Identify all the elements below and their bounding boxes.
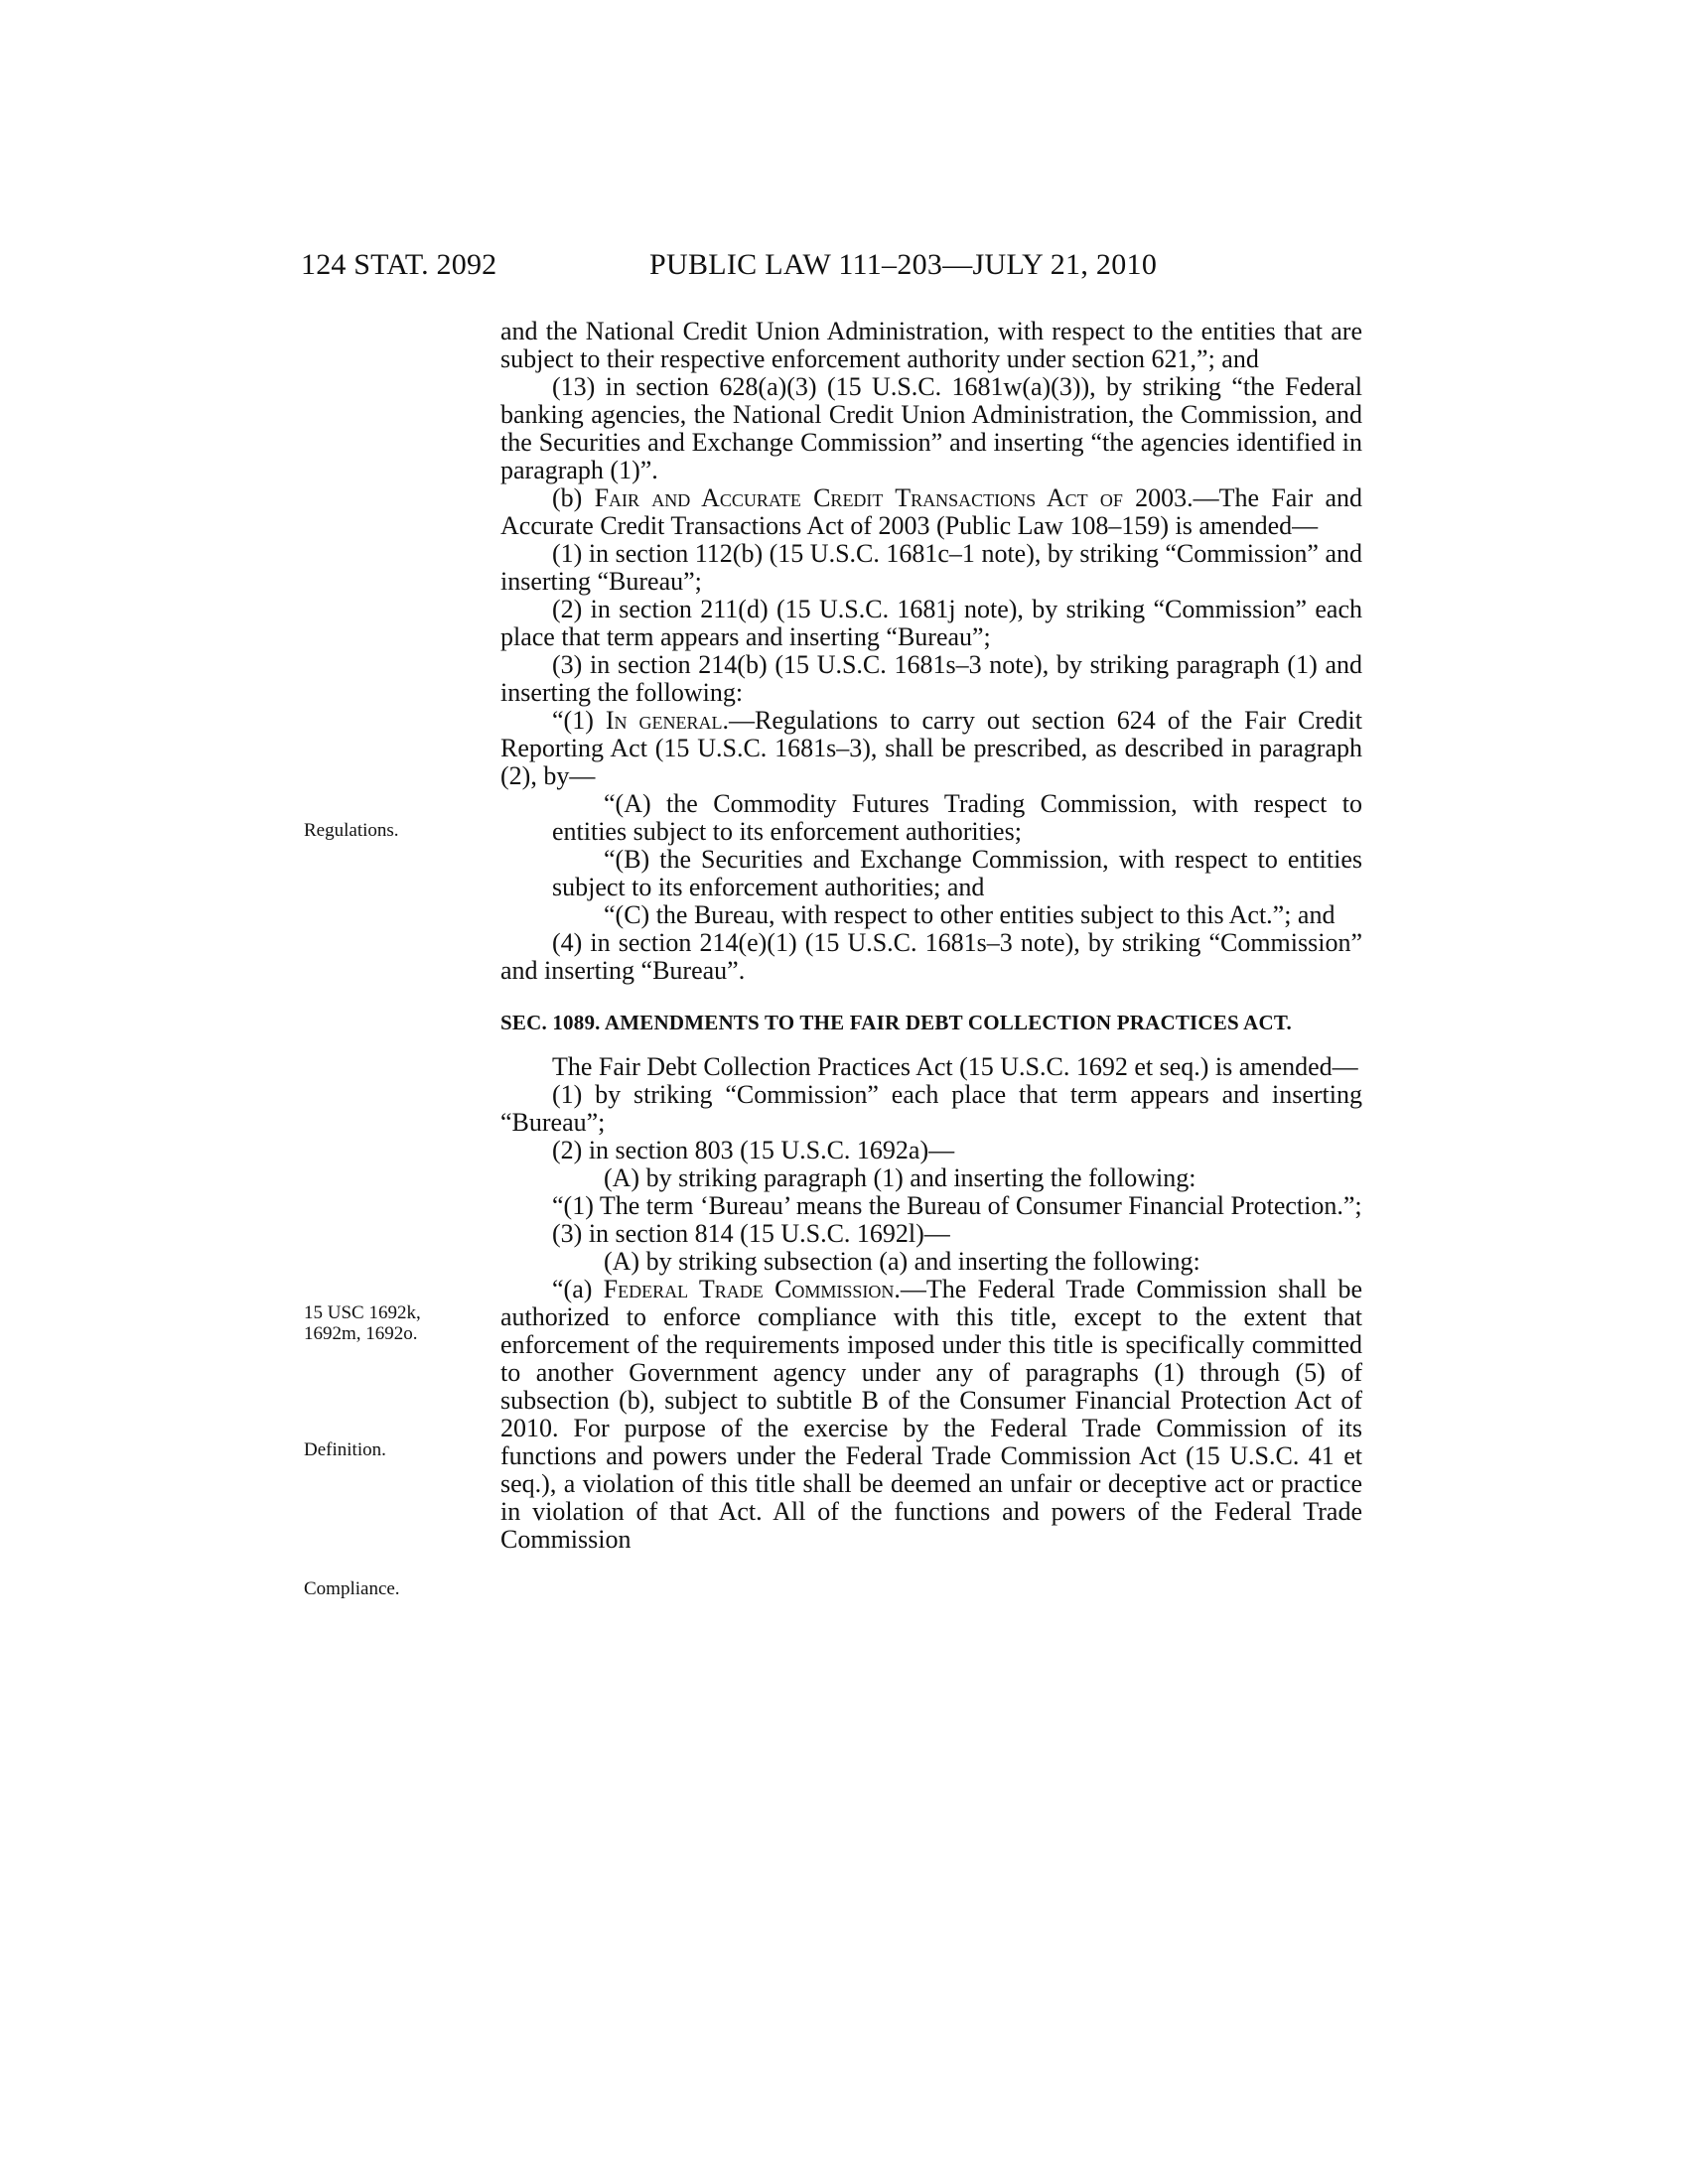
margin-note-compliance: Compliance.: [304, 1578, 400, 1599]
paragraph-12: The Fair Debt Collection Practices Act (15 U.S.C. 1692 et seq.) is amended—: [552, 1052, 1358, 1081]
margin-note-regulations: Regulations.: [304, 820, 399, 841]
paragraph-15: (A) by striking paragraph (1) and inserting the following:: [604, 1163, 1196, 1192]
paragraph-18: (A) by striking subsection (a) and inserting the following:: [604, 1247, 1200, 1276]
margin-note-usc-line2: 1692m, 1692o.: [304, 1323, 418, 1344]
paragraph-19: [500, 1276, 1362, 1554]
paragraph-7-lead: “(1): [552, 706, 606, 735]
margin-note-usc-line1: 15 USC 1692k,: [304, 1302, 421, 1323]
paragraph-4: (1) in section 112(b) (15 U.S.C. 1681c–1 note), by striking “Commission” and inserting “Bureau”;: [500, 539, 1362, 596]
section-heading: SEC. 1089. AMENDMENTS TO THE FAIR DEBT COLLECTION PRACTICES ACT.: [500, 1011, 1292, 1034]
paragraph-8: “(A) the Commodity Futures Trading Commission, with respect to entities subject to its enforcement authorities;: [552, 789, 1362, 846]
margin-note-definition: Definition.: [304, 1439, 386, 1460]
public-law-title: PUBLIC LAW 111–203—JULY 21, 2010: [649, 248, 1158, 281]
paragraph-3-heading: Fair and Accurate Credit Transactions Act of 2003.: [594, 483, 1194, 512]
paragraph-7: [500, 707, 1362, 790]
paragraph-3-lead: (b): [552, 483, 595, 512]
paragraph-3-text: —The Fair and Accurate Credit Transactions Act of 2003 (Public Law 108–159) is amended—: [500, 483, 1362, 540]
paragraph-6: (3) in section 214(b) (15 U.S.C. 1681s–3 note), by striking paragraph (1) and inserting the following:: [500, 650, 1362, 707]
margin-note-usc: [304, 1302, 483, 1344]
paragraph-7-text: —Regulations to carry out section 624 of the Fair Credit Reporting Act (15 U.S.C. 1681s–3), shall be prescribed, as described in paragraph (2), by—: [500, 706, 1362, 790]
paragraph-9: “(B) the Securities and Exchange Commission, with respect to entities subject to its enforcement authorities; and: [552, 845, 1362, 901]
paragraph-10: “(C) the Bureau, with respect to other entities subject to this Act.”; and: [604, 900, 1336, 929]
paragraph-3: [500, 484, 1362, 540]
paragraph-17: (3) in section 814 (15 U.S.C. 1692l)—: [552, 1219, 950, 1248]
paragraph-19-text: —The Federal Trade Commission shall be authorized to enforce compliance with this title, except to the extent that enforcement of the requirements imposed under this title is specifically committed to another Government agency under any of paragraphs (1) through (5) of subsection (b), subject to subtitle B of the Consumer Financial Protection Act of 2010. For purpose of the exercise by the Federal Trade Commission of its functions and powers under the Federal Trade Commission Act (15 U.S.C. 41 et seq.), a violation of this title shall be deemed an unfair or deceptive act or practice in violation of that Act. All of the functions and powers of the Federal Trade Commission: [500, 1275, 1362, 1554]
paragraph-5: (2) in section 211(d) (15 U.S.C. 1681j note), by striking “Commission” each place that term appears and inserting “Bureau”;: [500, 595, 1362, 651]
paragraph-11: (4) in section 214(e)(1) (15 U.S.C. 1681s–3 note), by striking “Commission” and inserting “Bureau”.: [500, 928, 1362, 985]
paragraph-7-heading: In general.: [605, 706, 730, 735]
paragraph-19-lead: “(a): [552, 1275, 604, 1303]
paragraph-16: “(1) The term ‘Bureau’ means the Bureau of Consumer Financial Protection.”;: [552, 1191, 1362, 1220]
paragraph-13: (1) by striking “Commission” each place that term appears and inserting “Bureau”;: [500, 1080, 1362, 1137]
paragraph-19-heading: Federal Trade Commission.: [603, 1275, 901, 1303]
paragraph-14: (2) in section 803 (15 U.S.C. 1692a)—: [552, 1136, 955, 1164]
paragraph-2: (13) in section 628(a)(3) (15 U.S.C. 1681w(a)(3)), by striking “the Federal banking agencies, the National Credit Union Administration, the Commission, and the Securities and Exchange Commission” and inserting “the agencies identified in paragraph (1)”.: [500, 372, 1362, 484]
main-text: [500, 318, 1362, 1554]
paragraph-1: and the National Credit Union Administration, with respect to the entities that are subject to their respective enforcement authority under section 621,”; and: [500, 317, 1362, 373]
page-header: [0, 248, 1688, 288]
statute-page-number: 124 STAT. 2092: [301, 248, 497, 281]
